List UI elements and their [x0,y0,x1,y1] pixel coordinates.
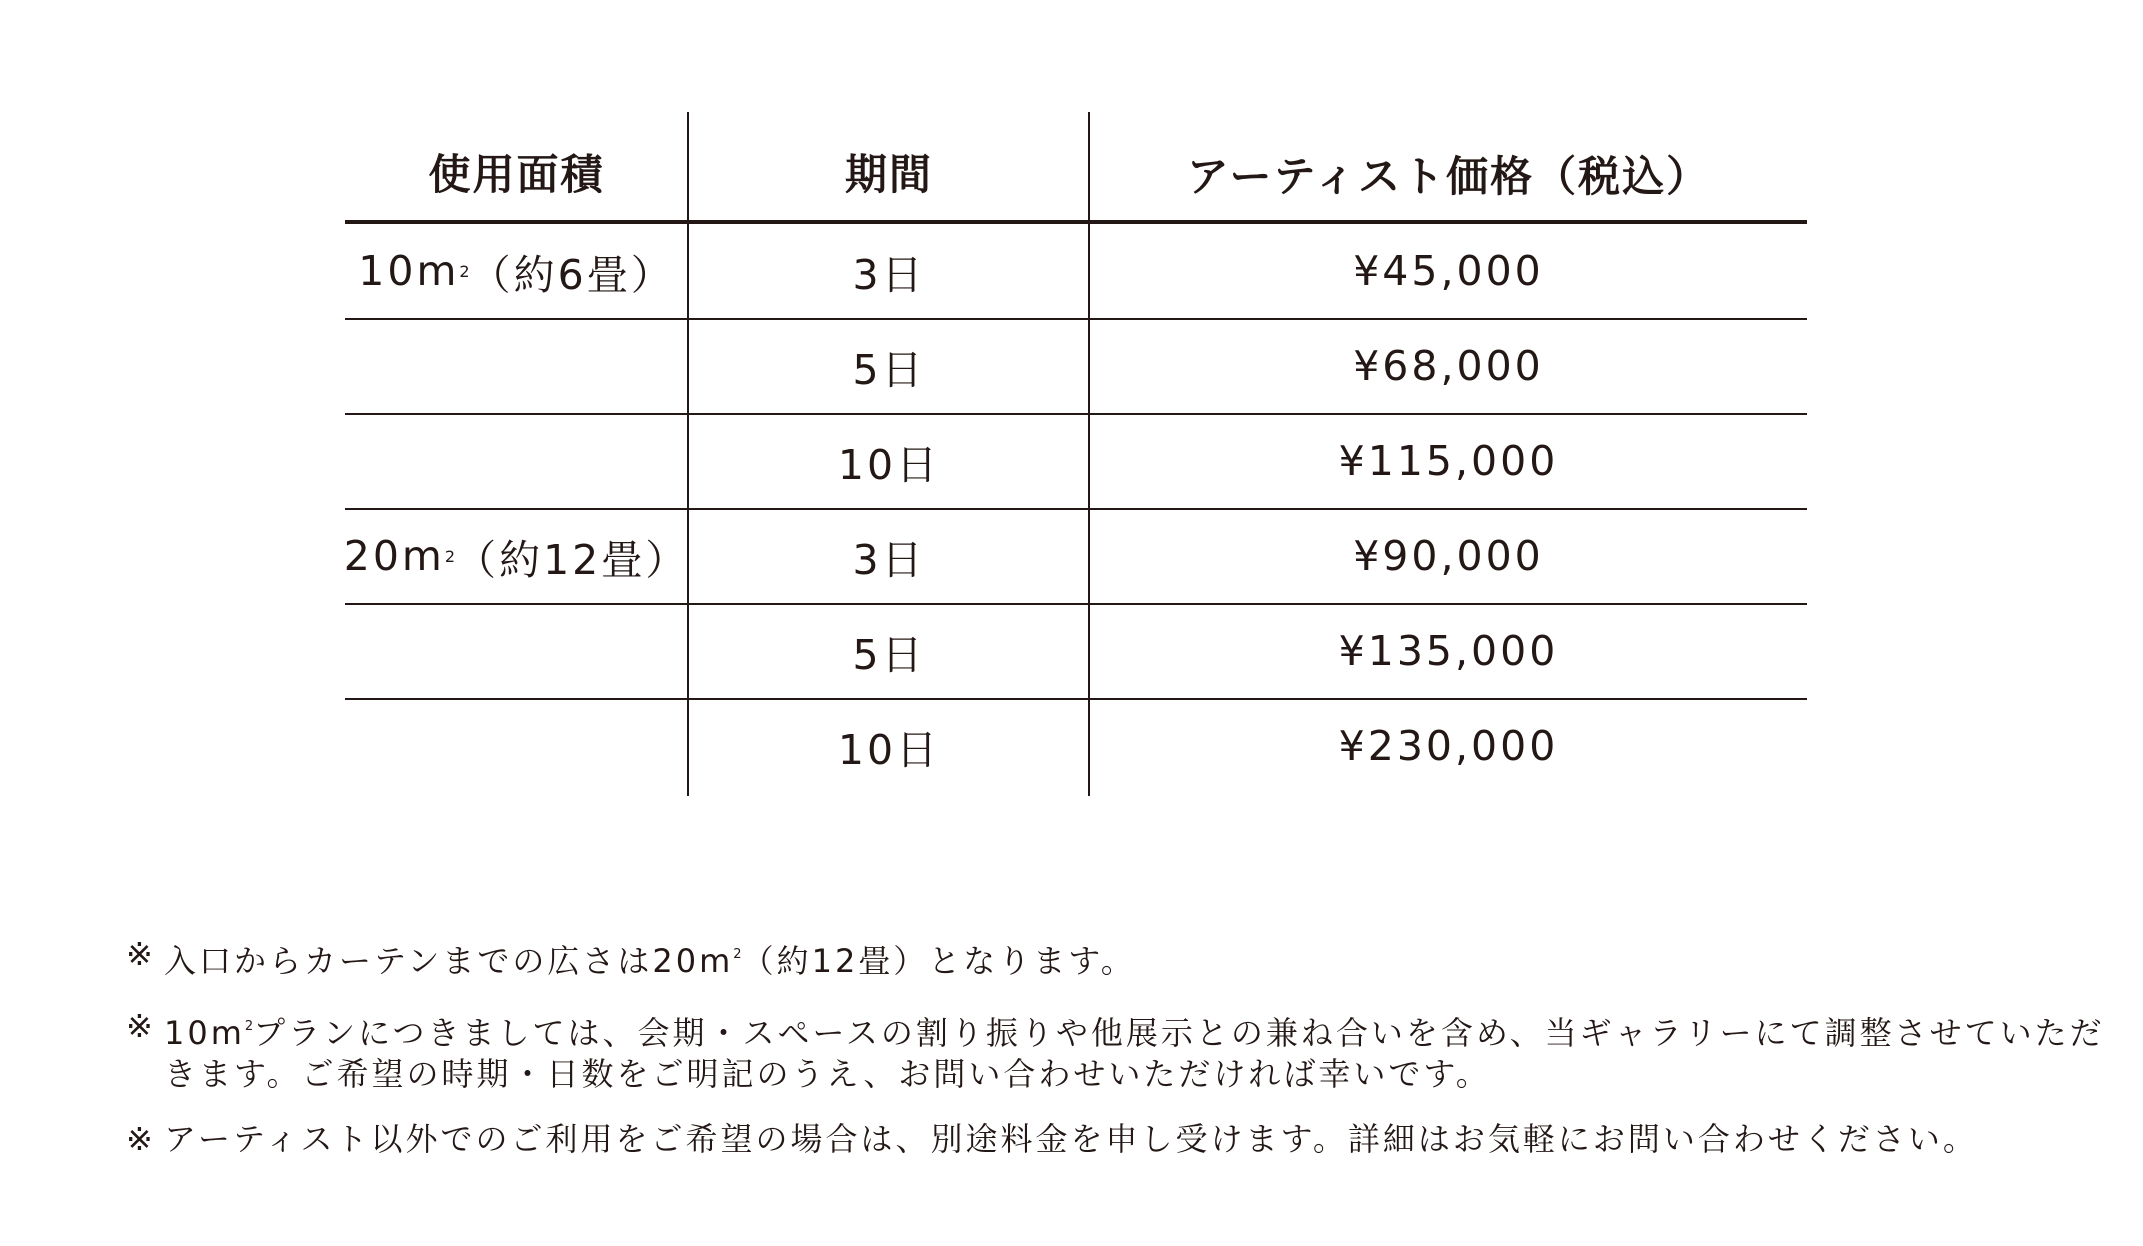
area-unit-superscript: 2 [444,546,456,566]
table-cell-area [345,699,688,793]
note-mark: ※ [126,935,156,973]
table-cell-price: ¥135,000 [1338,627,1559,675]
table-cell-period: 5日 [852,345,926,394]
price-table [345,112,1807,796]
note-2-text-b: プランにつきましては、会期・スペースの割り振りや他展示との兼ね合いを含め、当ギャラリーにて調整させていただきます。ご希望の時期・日数をご明記のうえ、お問い合わせいただければ幸いです。 [164,1014,2105,1093]
header-period: 期間 [844,150,933,199]
table-cell-area [345,319,688,413]
note-item [126,1006,2116,1095]
area-unit-superscript: 2 [459,261,470,281]
table-cell-price: ¥230,000 [1338,722,1559,770]
table-cell-price: ¥115,000 [1338,437,1559,485]
note-item [126,934,2116,982]
note-2-superscript: 2 [244,1019,254,1034]
note-text [164,934,2116,982]
note-3-text: アーティスト以外でのご利用をご希望の場合は、別途料金を申し受けます。詳細はお気軽にお問い合わせください。 [164,1120,1978,1158]
table-cell-area [345,414,688,508]
area-size: 10m [358,247,460,295]
note-mark: ※ [126,1120,156,1158]
table-cell-period: 3日 [852,535,926,584]
area-size: 20m [343,532,445,580]
note-1-text-b: （約12畳）となります。 [741,942,1136,980]
table-cell-price: ¥90,000 [1353,532,1544,580]
note-1-text-a: 入口からカーテンまでの広さは20m [164,942,734,980]
area-tatami: （約6畳） [469,250,675,299]
note-1-superscript: 2 [733,947,742,962]
table-cell-price: ¥45,000 [1353,247,1544,295]
table-cell-area [345,604,688,698]
note-mark: ※ [126,1007,156,1045]
header-area: 使用面積 [428,150,605,199]
table-cell-period: 3日 [852,250,926,299]
table-cell-period: 10日 [837,440,941,489]
table-cell-area [345,224,688,318]
table-cell-period: 5日 [852,630,926,679]
note-text [164,1006,2116,1095]
table-cell-period: 10日 [837,725,941,774]
header-price: アーティスト価格（税込） [1186,152,1711,201]
table-cell-price: ¥68,000 [1353,342,1544,390]
note-2-text-a: 10m [164,1014,245,1052]
note-item [126,1119,2116,1160]
area-tatami: （約12畳） [455,535,690,584]
notes-section [126,934,2116,1184]
table-cell-area [345,509,688,603]
table-header-row [345,112,1807,222]
